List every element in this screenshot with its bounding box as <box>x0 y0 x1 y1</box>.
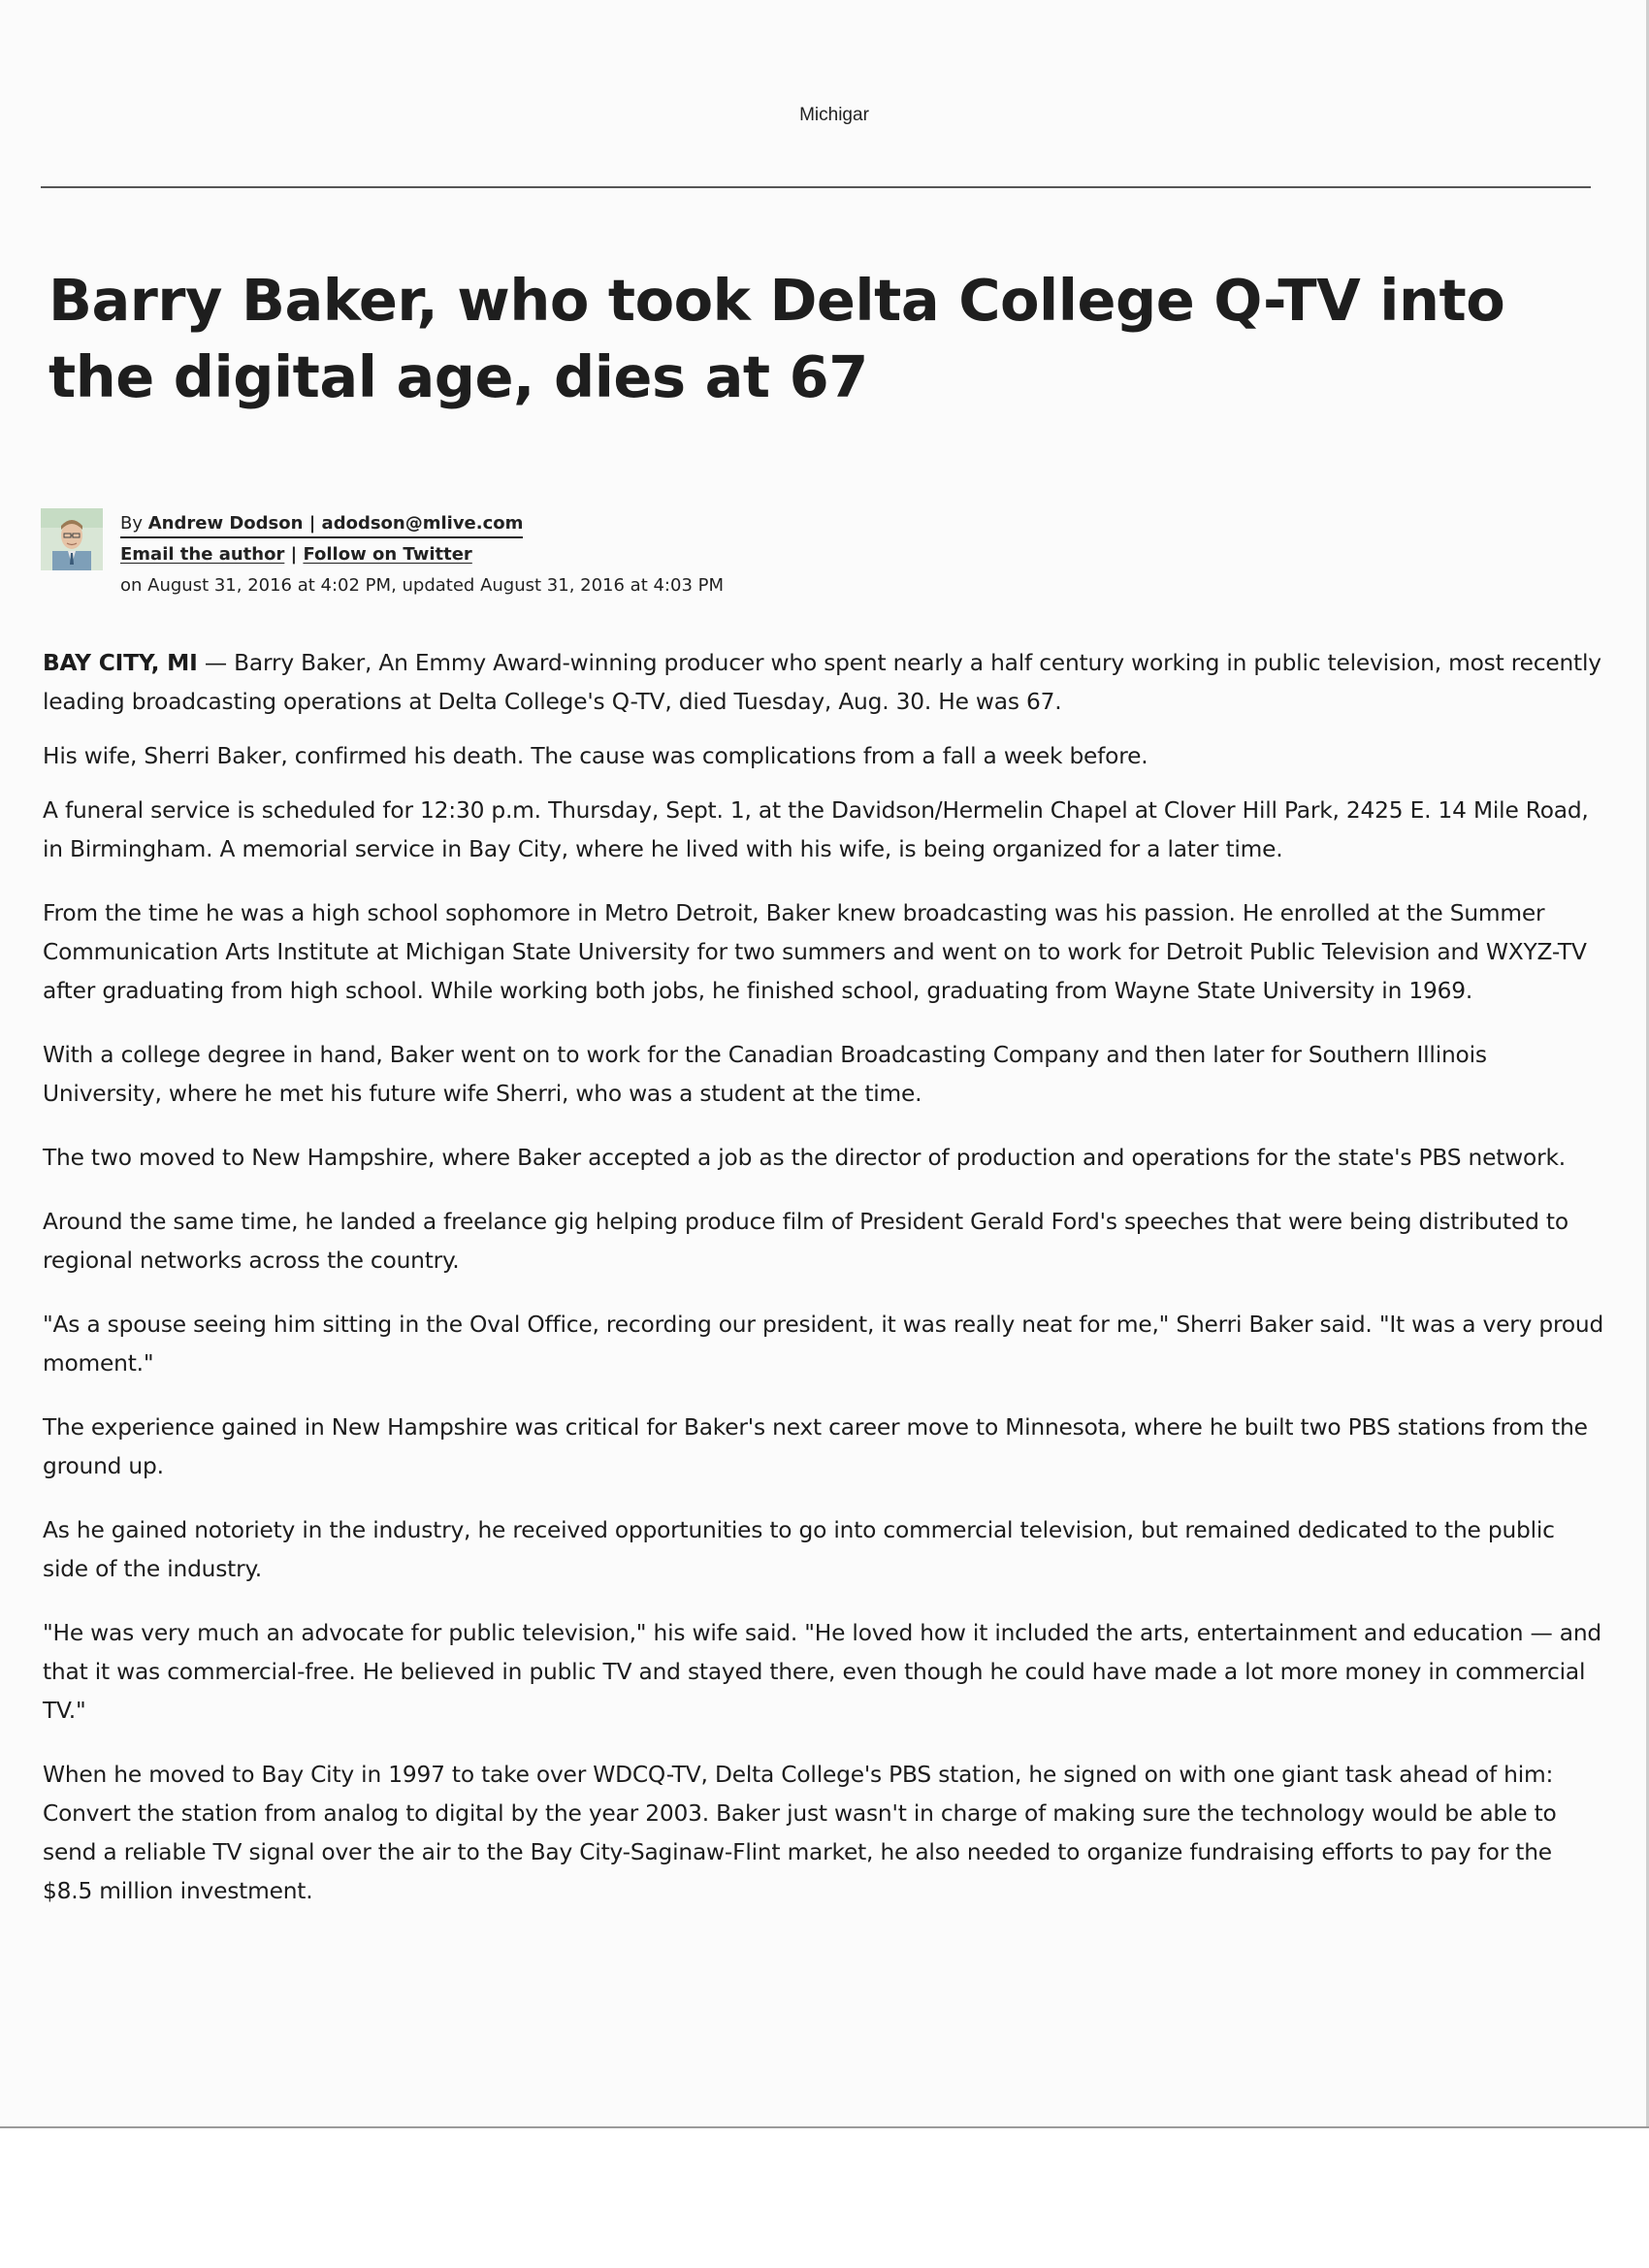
byline-links-separator: | <box>284 544 304 565</box>
article-paragraph: The two moved to New Hampshire, where Baker accepted a job as the director of production and operations for the state's PBS network. <box>43 1145 1566 1171</box>
article-paragraph <box>43 644 1606 722</box>
article-paragraph: With a college degree in hand, Baker went on to work for the Canadian Broadcasting Company and then later for Southern Illinois University, where he met his future wife Sherri, who was a student at the time. <box>43 1042 1487 1107</box>
article-paragraph: The experience gained in New Hampshire was critical for Baker's next career move to Minnesota, where he built two PBS stations from the ground up. <box>43 1414 1588 1479</box>
paragraph-text: — Barry Baker, An Emmy Award-winning producer who spent nearly a half century working in public television, most recently leading broadcasting operations at Delta College's Q-TV, died Tuesday, Aug. 30. He was 67. <box>43 650 1601 715</box>
author-name-link[interactable]: Andrew Dodson <box>147 513 304 534</box>
article-paragraph: Around the same time, he landed a freelance gig helping produce film of President Gerald Ford's speeches that were being distributed to regional networks across the country. <box>43 1209 1568 1274</box>
article-paragraph: "He was very much an advocate for public television," his wife said. "He loved how it included the arts, entertainment and education — and that it was commercial-free. He believed in public TV and stayed there, even though he could have made a lot more money in commercial TV." <box>43 1620 1602 1724</box>
follow-twitter-link[interactable]: Follow on Twitter <box>303 544 472 565</box>
article-paragraph: His wife, Sherri Baker, confirmed his death. The cause was complications from a fall a week before. <box>43 743 1148 769</box>
author-photo-icon <box>41 508 103 570</box>
byline-block <box>41 508 914 596</box>
author-avatar <box>41 508 103 570</box>
byline-links-line <box>120 539 896 570</box>
article-dateline: BAY CITY, MI <box>43 650 198 676</box>
byline-author-line <box>120 508 896 539</box>
byline-text <box>120 508 896 601</box>
article-timestamp: on August 31, 2016 at 4:02 PM, updated August 31, 2016 at 4:03 PM <box>120 575 725 596</box>
section-label: Michigar <box>799 105 869 125</box>
article-paragraph: "As a spouse seeing him sitting in the Oval Office, recording our president, it was really neat for me," Sherri Baker said. "It was a very proud moment." <box>43 1312 1604 1377</box>
article-headline: Barry Baker, who took Delta College Q-TV into the digital age, dies at 67 <box>48 267 1505 410</box>
byline-separator: | <box>303 513 322 534</box>
article-paragraph: When he moved to Bay City in 1997 to take over WDCQ-TV, Delta College's PBS station, he signed on with one giant task ahead of him: Convert the station from analog to digital by the year 2003. Baker just wasn't in charge of making sure the technology would be able to send a reliable TV signal over the air to the Bay City-Saginaw-Flint market, he also needed to organize fundraising efforts to pay for the $8.5 million investment. <box>43 1762 1557 1904</box>
byline-prefix: By <box>120 513 148 534</box>
email-author-link[interactable]: Email the author <box>120 544 285 565</box>
article-body <box>43 644 1606 1911</box>
article-paragraph: A funeral service is scheduled for 12:30 p.m. Thursday, Sept. 1, at the Davidson/Hermelin Chapel at Clover Hill Park, 2425 E. 14 Mile Road, in Birmingham. A memorial service in Bay City, where he lived with his wife, is being organized for a later time. <box>43 797 1589 862</box>
author-email-link[interactable]: adodson@mlive.com <box>321 513 524 534</box>
header-divider <box>41 186 1591 188</box>
scan-bottom-margin <box>0 2128 1649 2268</box>
article-paragraph: As he gained notoriety in the industry, he received opportunities to go into commercial television, but remained dedicated to the public side of the industry. <box>43 1517 1555 1582</box>
article-paragraph: From the time he was a high school sophomore in Metro Detroit, Baker knew broadcasting was his passion. He enrolled at the Summer Communication Arts Institute at Michigan State University for two summers and went on to work for Detroit Public Television and WXYZ-TV after graduating from high school. While working both jobs, he finished school, graduating from Wayne State University in 1969. <box>43 900 1587 1004</box>
